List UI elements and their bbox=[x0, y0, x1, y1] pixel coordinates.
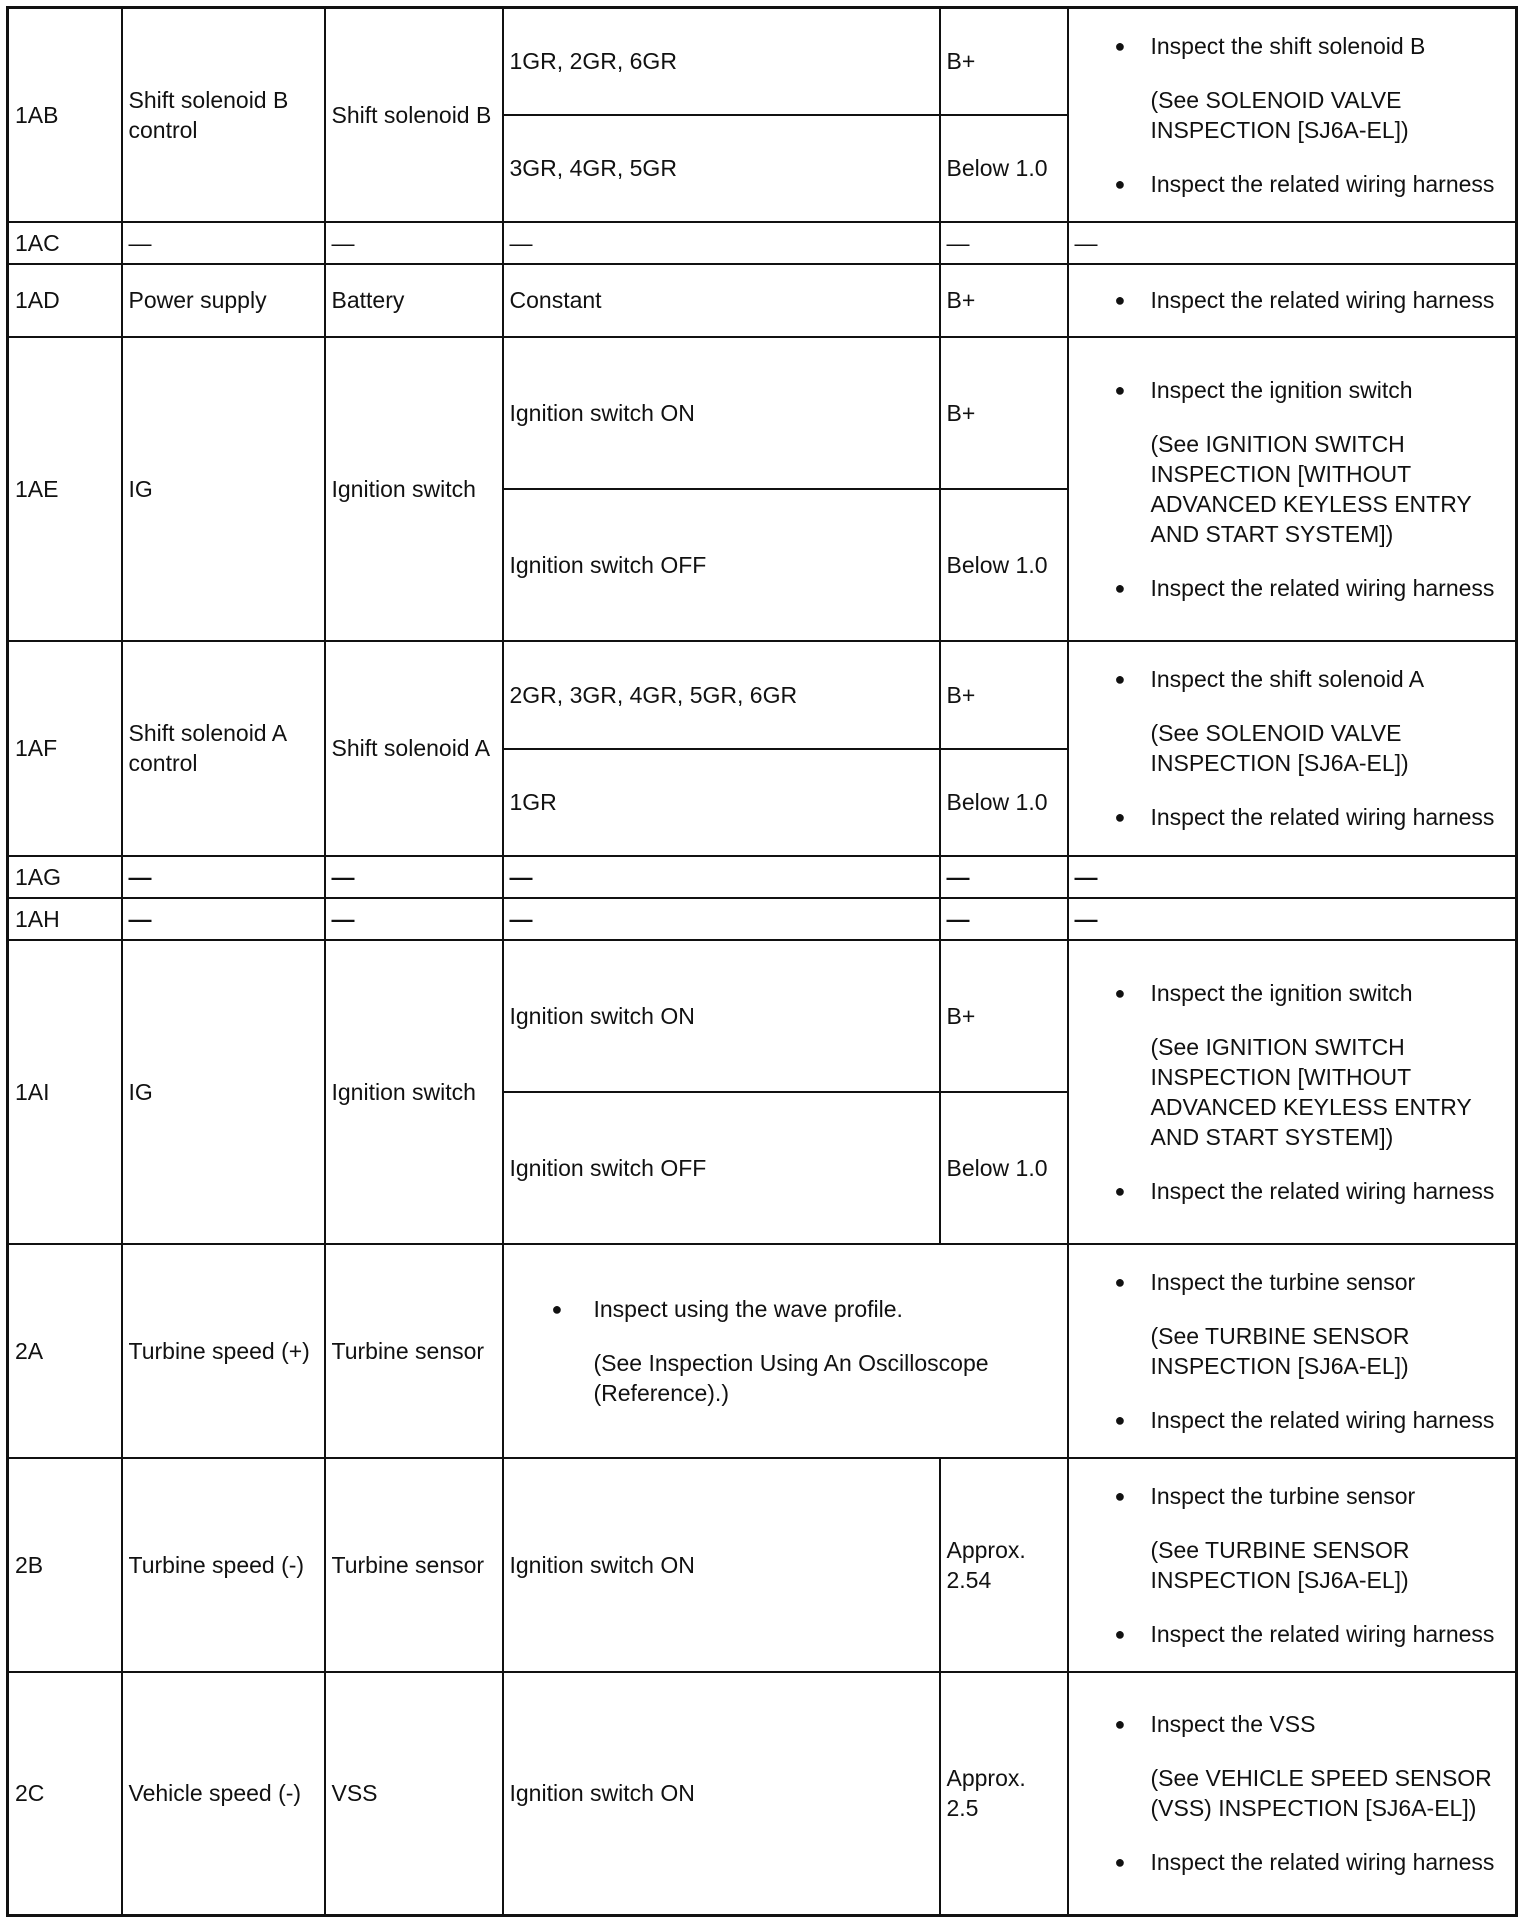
condition-cell: 3GR, 4GR, 5GR bbox=[503, 115, 940, 222]
action-cell bbox=[1068, 641, 1517, 856]
connected-to-cell: Turbine sensor bbox=[325, 1244, 503, 1458]
signal-cell: Turbine speed (-) bbox=[122, 1458, 325, 1672]
signal-cell: Shift solenoid A control bbox=[122, 641, 325, 856]
condition-cell: Ignition switch ON bbox=[503, 337, 940, 489]
action-reference: (See IGNITION SWITCH INSPECTION [WITHOUT ADVANCED KEYLESS ENTRY AND START SYSTEM]) bbox=[1150, 430, 1472, 547]
table-row bbox=[8, 1458, 1517, 1672]
action-cell bbox=[1068, 1244, 1517, 1458]
voltage-cell: B+ bbox=[940, 264, 1068, 337]
action-reference: (See SOLENOID VALVE INSPECTION [SJ6A-EL]) bbox=[1150, 720, 1409, 776]
action-bullet: ● Inspect the related wiring harness bbox=[1077, 1405, 1510, 1435]
voltage-cell: Below 1.0 bbox=[940, 115, 1068, 222]
voltage-cell: B+ bbox=[940, 940, 1068, 1092]
connected-to-cell: Ignition switch bbox=[325, 337, 503, 641]
signal-cell: — bbox=[122, 222, 325, 264]
action-bullet: ● Inspect the related wiring harness bbox=[1077, 573, 1510, 603]
condition-cell: — bbox=[503, 898, 940, 940]
terminal-cell: 1AI bbox=[8, 940, 122, 1244]
action-reference: (See IGNITION SWITCH INSPECTION [WITHOUT ADVANCED KEYLESS ENTRY AND START SYSTEM]) bbox=[1150, 1033, 1472, 1150]
terminal-cell: 1AC bbox=[8, 222, 122, 264]
action-reference: (See TURBINE SENSOR INSPECTION [SJ6A-EL]) bbox=[1150, 1536, 1410, 1593]
terminal-cell: 2B bbox=[8, 1458, 122, 1672]
signal-cell: Vehicle speed (-) bbox=[122, 1672, 325, 1916]
action-bullet: ● Inspect the shift solenoid B bbox=[1077, 31, 1510, 61]
action-cell: — bbox=[1068, 898, 1517, 940]
condition-cell: Ignition switch OFF bbox=[503, 489, 940, 641]
table-row bbox=[8, 898, 1517, 940]
signal-cell: Shift solenoid B control bbox=[122, 8, 325, 222]
signal-cell: Turbine speed (+) bbox=[122, 1244, 325, 1458]
action-cell bbox=[1068, 8, 1517, 222]
action-bullet: ● Inspect the turbine sensor bbox=[1077, 1267, 1510, 1297]
voltage-cell: — bbox=[940, 222, 1068, 264]
voltage-cell: B+ bbox=[940, 641, 1068, 749]
connected-to-cell: Shift solenoid A bbox=[325, 641, 503, 856]
voltage-cell: Below 1.0 bbox=[940, 749, 1068, 856]
connected-to-cell: Turbine sensor bbox=[325, 1458, 503, 1672]
action-bullet: ● Inspect the related wiring harness bbox=[1077, 802, 1510, 832]
voltage-cell: B+ bbox=[940, 337, 1068, 489]
action-bullet: ● Inspect the ignition switch bbox=[1077, 978, 1510, 1008]
signal-cell: — bbox=[122, 898, 325, 940]
table-row bbox=[8, 1244, 1517, 1458]
table-row bbox=[8, 222, 1517, 264]
connected-to-cell: Battery bbox=[325, 264, 503, 337]
condition-reference: (See Inspection Using An Oscilloscope (Reference).) bbox=[593, 1349, 989, 1406]
action-reference: (See TURBINE SENSOR INSPECTION [SJ6A-EL]) bbox=[1150, 1322, 1410, 1379]
action-bullet: ● Inspect the ignition switch bbox=[1077, 375, 1510, 405]
action-cell: — bbox=[1068, 222, 1517, 264]
table-row bbox=[8, 1672, 1517, 1916]
connected-to-cell: Shift solenoid B bbox=[325, 8, 503, 222]
action-bullet: ● Inspect the VSS bbox=[1077, 1709, 1510, 1739]
action-cell bbox=[1068, 1672, 1517, 1916]
terminal-cell: 1AF bbox=[8, 641, 122, 856]
action-bullet: ● Inspect the related wiring harness bbox=[1077, 1176, 1510, 1206]
action-cell bbox=[1068, 940, 1517, 1244]
table-row bbox=[8, 641, 1517, 749]
condition-cell: Ignition switch OFF bbox=[503, 1092, 940, 1244]
condition-cell: — bbox=[503, 856, 940, 898]
signal-cell: — bbox=[122, 856, 325, 898]
connected-to-cell: — bbox=[325, 222, 503, 264]
action-cell bbox=[1068, 337, 1517, 641]
action-cell bbox=[1068, 1458, 1517, 1672]
voltage-cell: Below 1.0 bbox=[940, 489, 1068, 641]
terminal-cell: 2C bbox=[8, 1672, 122, 1916]
action-reference: (See SOLENOID VALVE INSPECTION [SJ6A-EL]) bbox=[1150, 86, 1409, 143]
condition-cell: — bbox=[503, 222, 940, 264]
condition-bullet: ● Inspect using the wave profile. bbox=[512, 1294, 1061, 1324]
voltage-cell: Approx. 2.54 bbox=[940, 1458, 1068, 1672]
voltage-cell: Approx. 2.5 bbox=[940, 1672, 1068, 1916]
action-bullet: ● Inspect the related wiring harness bbox=[1077, 285, 1510, 315]
terminal-cell: 1AH bbox=[8, 898, 122, 940]
terminal-inspection-table-container bbox=[6, 6, 1518, 1917]
terminal-cell: 1AB bbox=[8, 8, 122, 222]
signal-cell: Power supply bbox=[122, 264, 325, 337]
condition-cell: Constant bbox=[503, 264, 940, 337]
connected-to-cell: Ignition switch bbox=[325, 940, 503, 1244]
signal-cell: IG bbox=[122, 337, 325, 641]
condition-cell: 1GR bbox=[503, 749, 940, 856]
action-cell: — bbox=[1068, 856, 1517, 898]
connected-to-cell: — bbox=[325, 898, 503, 940]
terminal-cell: 1AD bbox=[8, 264, 122, 337]
voltage-cell: — bbox=[940, 898, 1068, 940]
condition-cell: 1GR, 2GR, 6GR bbox=[503, 8, 940, 115]
action-cell bbox=[1068, 264, 1517, 337]
voltage-cell: — bbox=[940, 856, 1068, 898]
voltage-cell: Below 1.0 bbox=[940, 1092, 1068, 1244]
action-bullet: ● Inspect the turbine sensor bbox=[1077, 1481, 1510, 1511]
connected-to-cell: VSS bbox=[325, 1672, 503, 1916]
terminal-cell: 2A bbox=[8, 1244, 122, 1458]
condition-cell: Ignition switch ON bbox=[503, 1672, 940, 1916]
action-bullet: ● Inspect the shift solenoid A bbox=[1077, 664, 1510, 694]
action-bullet: ● Inspect the related wiring harness bbox=[1077, 169, 1510, 199]
condition-cell: 2GR, 3GR, 4GR, 5GR, 6GR bbox=[503, 641, 940, 749]
table-row bbox=[8, 940, 1517, 1092]
terminal-inspection-table bbox=[6, 6, 1518, 1917]
terminal-cell: 1AE bbox=[8, 337, 122, 641]
action-bullet: ● Inspect the related wiring harness bbox=[1077, 1619, 1510, 1649]
terminal-cell: 1AG bbox=[8, 856, 122, 898]
action-bullet: ● Inspect the related wiring harness bbox=[1077, 1847, 1510, 1877]
table-row bbox=[8, 264, 1517, 337]
condition-cell: Ignition switch ON bbox=[503, 1458, 940, 1672]
action-reference: (See VEHICLE SPEED SENSOR (VSS) INSPECTION [SJ6A-EL]) bbox=[1150, 1765, 1492, 1822]
voltage-cell: B+ bbox=[940, 8, 1068, 115]
table-row bbox=[8, 337, 1517, 489]
table-row bbox=[8, 8, 1517, 115]
signal-cell: IG bbox=[122, 940, 325, 1244]
connected-to-cell: — bbox=[325, 856, 503, 898]
table-row bbox=[8, 856, 1517, 898]
merged-condition-cell bbox=[503, 1244, 1068, 1458]
condition-cell: Ignition switch ON bbox=[503, 940, 940, 1092]
